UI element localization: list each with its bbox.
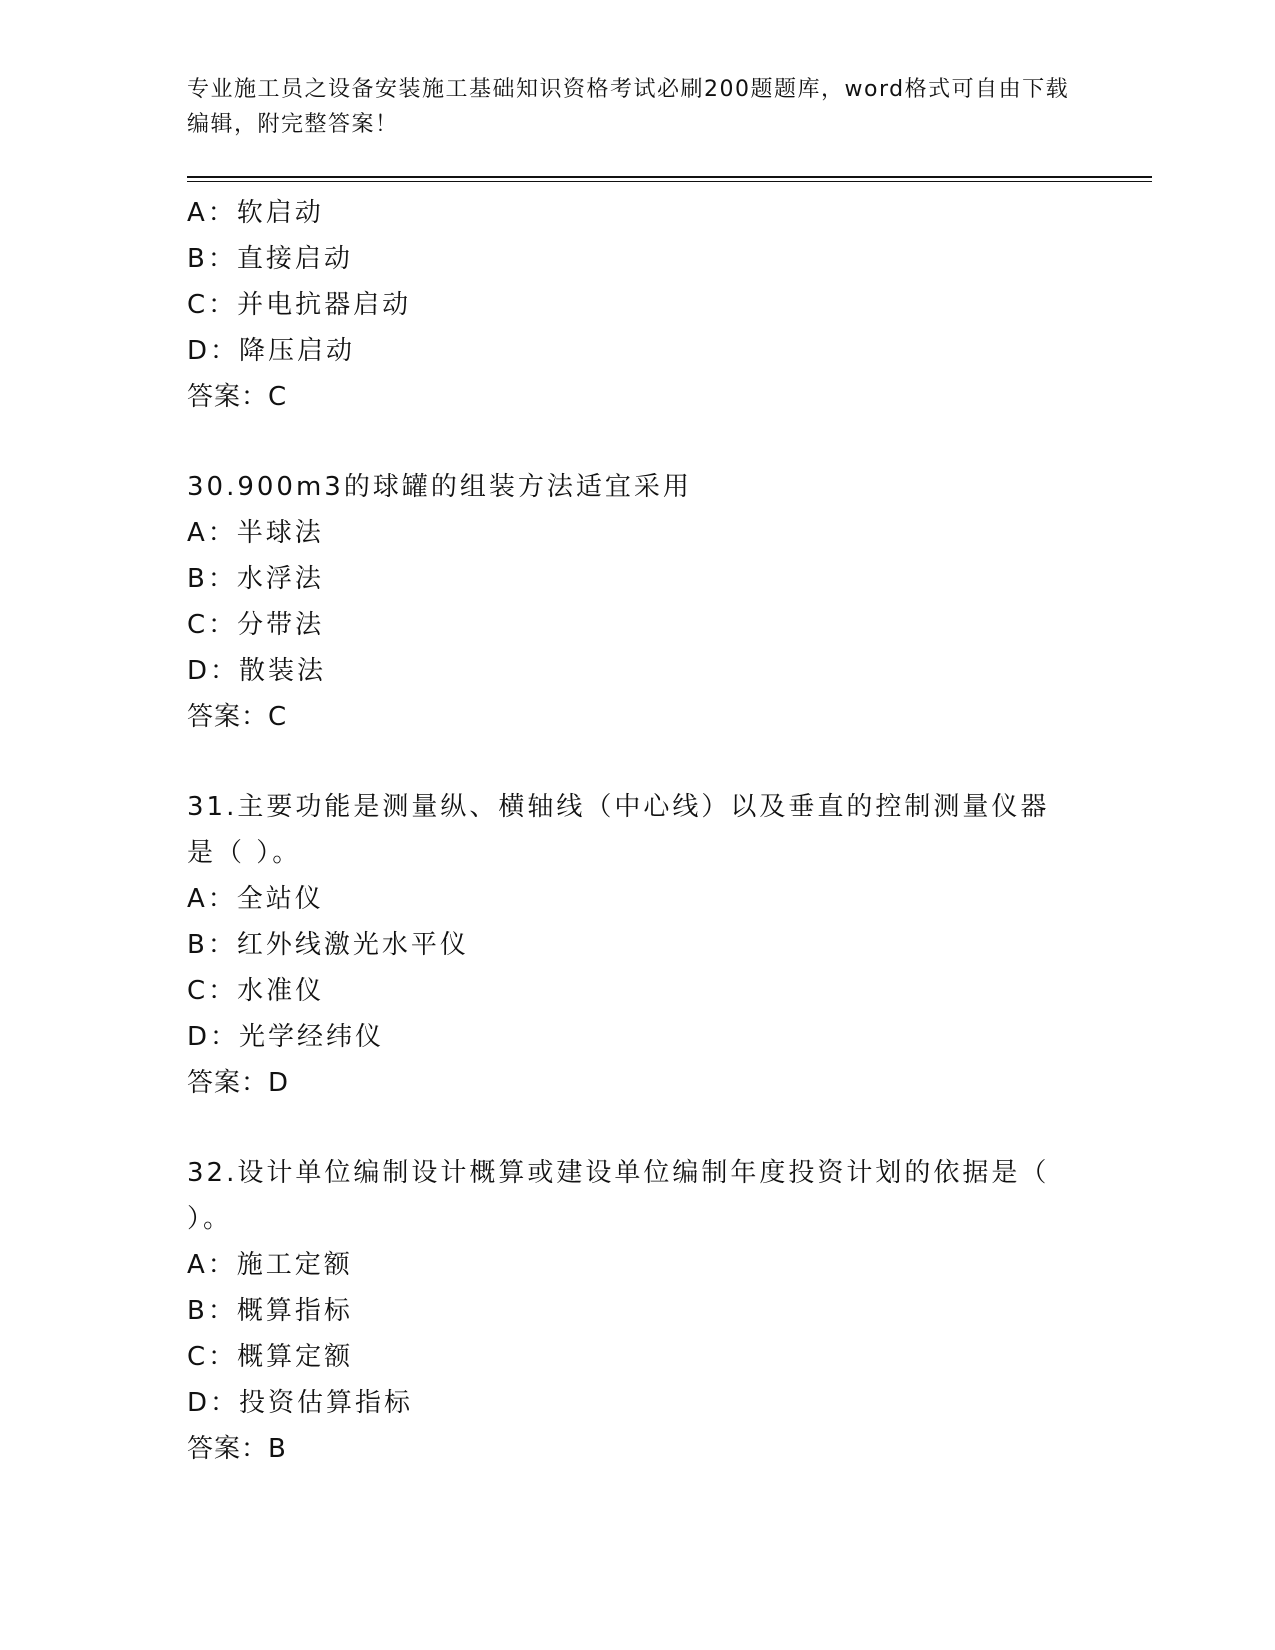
- option-d: D：光学经纬仪: [187, 1022, 385, 1052]
- option-b: B：红外线激光水平仪: [187, 930, 469, 960]
- option-b: B：直接启动: [187, 244, 353, 274]
- option-a: A：施工定额: [187, 1250, 353, 1280]
- option-d: D：投资估算指标: [187, 1388, 414, 1418]
- option-c: C：并电抗器启动: [187, 290, 412, 320]
- option-b: B：概算指标: [187, 1296, 353, 1326]
- option-d: D：降压启动: [187, 336, 356, 366]
- question-text: 32.设计单位编制设计概算或建设单位编制年度投资计划的依据是（ ）。: [187, 1158, 1050, 1234]
- option-b: B：水浮法: [187, 564, 324, 594]
- page-header-title: 专业施工员之设备安装施工基础知识资格考试必刷200题题库，word格式可自由下载编辑，附完整答案！: [187, 77, 1070, 137]
- option-a: A：软启动: [187, 198, 324, 228]
- answer-line: 答案：C: [187, 382, 288, 412]
- option-a: A：半球法: [187, 518, 324, 548]
- question-block-30: [187, 464, 1087, 740]
- header-divider-thick: [187, 176, 1152, 178]
- question-block-32: [187, 1150, 1087, 1472]
- question-block-29-tail: [187, 190, 1087, 420]
- question-text: 30.900m3的球罐的组装方法适宜采用: [187, 472, 692, 502]
- answer-line: 答案：D: [187, 1068, 290, 1098]
- answer-line: 答案：B: [187, 1434, 287, 1464]
- question-block-31: [187, 784, 1087, 1106]
- option-a: A：全站仪: [187, 884, 324, 914]
- question-list: [187, 190, 1087, 1472]
- header-divider-thin: [187, 181, 1152, 182]
- option-c: C：分带法: [187, 610, 325, 640]
- spacer: [187, 1106, 1087, 1150]
- question-text: 31.主要功能是测量纵、横轴线（中心线）以及垂直的控制测量仪器是（ ）。: [187, 792, 1050, 868]
- spacer: [187, 740, 1087, 784]
- spacer: [187, 420, 1087, 464]
- option-c: C：概算定额: [187, 1342, 354, 1372]
- option-c: C：水准仪: [187, 976, 325, 1006]
- answer-line: 答案：C: [187, 702, 288, 732]
- option-d: D：散装法: [187, 656, 327, 686]
